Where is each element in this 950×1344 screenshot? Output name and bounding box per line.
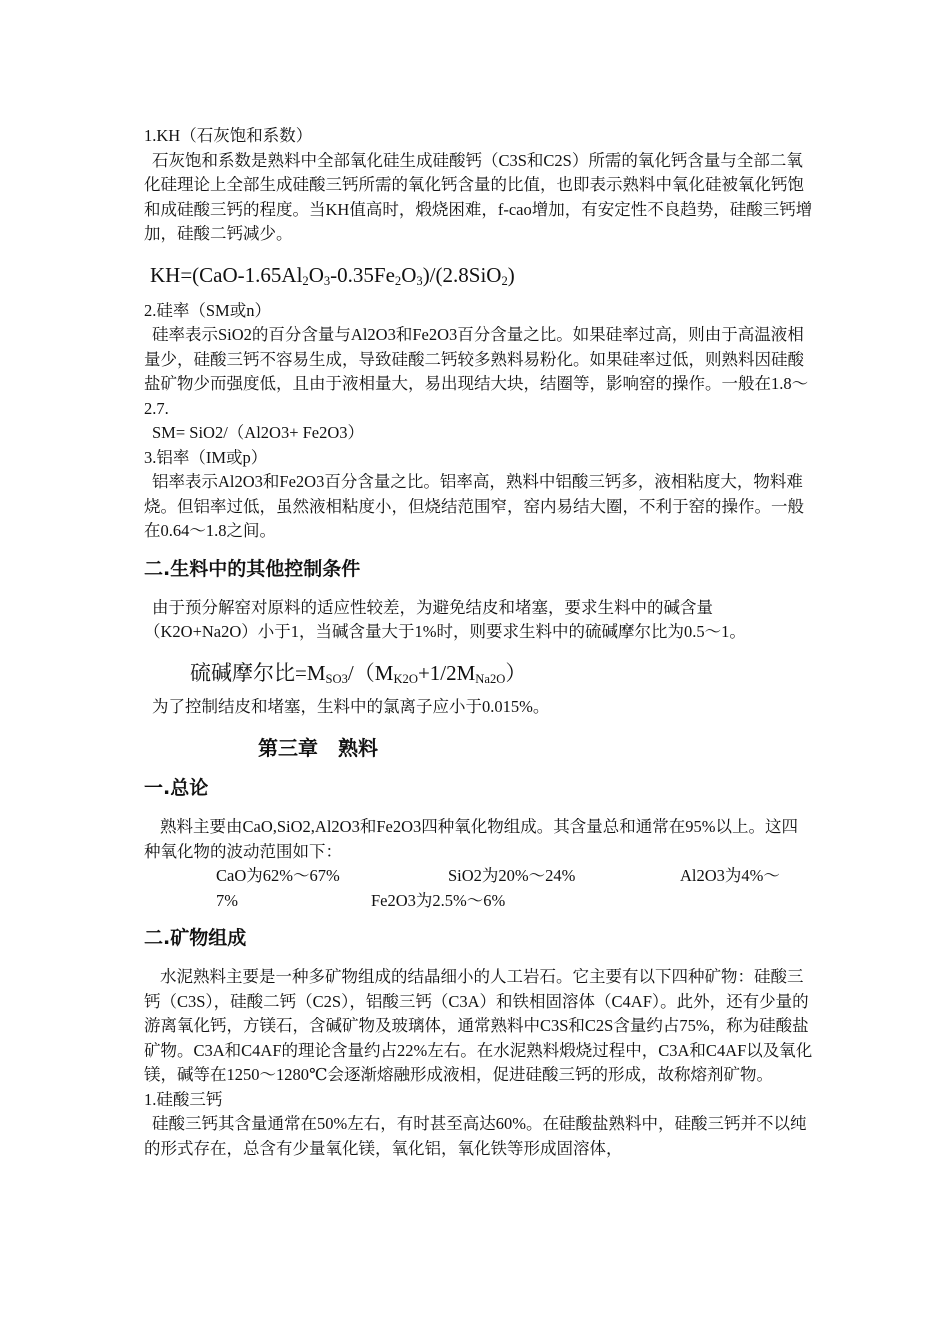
formula-kh-part: )/(2.8SiO: [422, 262, 502, 287]
formula-sa-part: /（M: [347, 660, 394, 685]
paragraph-chloride: 为了控制结皮和堵塞，生料中的氯离子应小于0.015%。: [152, 696, 550, 716]
formula-kh-part: O: [401, 262, 417, 287]
formula-kh-part: O: [308, 262, 324, 287]
formula-sa-part: 硫碱摩尔比=M: [190, 660, 326, 685]
formula-kh-sub: 3: [416, 273, 423, 288]
paragraph-alkali: 由于预分解窑对原料的适应性较差，为避免结皮和堵塞，要求生料中的碱含量（K2O+Na2O）小于1，当碱含量大于1%时，则要求生料中的硫碱摩尔比为0.5～1。: [144, 597, 746, 641]
section-title-im: 3.铝率（IM或p）: [144, 447, 268, 467]
paragraph-kh: 石灰饱和系数是熟料中全部氧化硅生成硅酸钙（C3S和C2S）所需的氧化钙含量与全部二氧化硅理论上全部生成硅酸三钙所需的氧化钙含量的比值，也即表示熟料中氧化硅被氧化钙饱和成硅酸三钙的程度。当KH值高时，煅烧困难，f-cao增加，有安定性不良趋势，硅酸三钙增加，硅酸二钙减少。: [144, 150, 813, 243]
paragraph-minerals: 水泥熟料主要是一种多矿物组成的结晶细小的人工岩石。它主要有以下四种矿物：硅酸三钙（C3S），硅酸二钙（C2S），铝酸三钙（C3A）和铁相固溶体（C4AF）。此外，还有少量的游离氧化钙，方镁石，含碱矿物及玻璃体，通常熟料中C3S和C2S含量约占75%，称为硅酸盐矿物。C3A和C4AF的理论含量约占22%左右。在水泥熟料煅烧过程中，C3A和C4AF以及氧化镁，碱等在1250～1280℃会逐渐熔融形成液相，促进硅酸三钙的形成，故称熔剂矿物。: [144, 967, 813, 1084]
subsection-title-c3s: 1.硅酸三钙: [144, 1089, 223, 1109]
paragraph-overview: 熟料主要由CaO,SiO2,Al2O3和Fe2O3四种氧化物组成。其含量总和通常在95%以上。这四种氧化物的波动范围如下：: [144, 817, 798, 861]
chapter-title: 第三章 熟料: [258, 736, 378, 760]
heading-overview: 一.总论: [144, 777, 209, 799]
formula-kh-part: -0.35Fe: [330, 262, 395, 287]
range-sio2: SiO2为20%～24%: [448, 866, 576, 885]
document-page: [144, 124, 814, 1161]
heading-mineral-composition: 二.矿物组成: [144, 927, 247, 949]
formula-kh-sub: 2: [302, 273, 309, 288]
paragraph-sm: 硅率表示SiO2的百分含量与Al2O3和Fe2O3百分含量之比。如果硅率过高，则由于高温液相量少，硅酸三钙不容易生成，导致硅酸二钙较多熟料易粉化。如果硅率过低，则熟料因硅酸盐矿物少而强度低，且由于液相量大，易出现结大块，结圈等，影响窑的操作。一般在1.8～2.7.: [144, 325, 809, 418]
formula-sa-part: +1/2M: [417, 660, 476, 685]
formula-sa-part: ）: [505, 660, 527, 685]
formula-kh-sub: 2: [394, 273, 402, 288]
paragraph-c3s: 硅酸三钙其含量通常在50%左右，有时甚至高达60%。在硅酸盐熟料中，硅酸三钙并不以纯的形式存在，总含有少量氧化镁，氧化铝，氧化铁等形成固溶体，: [144, 1114, 807, 1158]
formula-sm: SM= SiO2/（Al2O3+ Fe2O3）: [152, 423, 365, 442]
section-title-sm: 2.硅率（SM或n）: [144, 300, 271, 320]
section-title-kh: 1.KH（石灰饱和系数）: [144, 126, 313, 145]
formula-kh-sub: 3: [323, 273, 331, 288]
formula-sulfur-alkali: [190, 659, 814, 687]
range-al2o3: Al2O3为4%～: [680, 866, 780, 885]
formula-kh-part: KH=(CaO-1.65Al: [150, 262, 303, 287]
formula-sa-sub: Na2O: [475, 671, 506, 686]
formula-sa-sub: SO3: [325, 671, 348, 686]
formula-kh: [150, 261, 814, 289]
heading-raw-material-control: 二.生料中的其他控制条件: [144, 557, 361, 580]
formula-kh-sub: 2: [501, 273, 508, 288]
formula-kh-part: ): [507, 262, 515, 287]
range-cao: CaO为62%～67%: [216, 866, 340, 885]
range-fe2o3: Fe2O3为2.5%～6%: [371, 890, 506, 910]
oxide-ranges: [144, 864, 814, 913]
formula-sa-sub: K2O: [393, 671, 418, 686]
paragraph-im: 铝率表示Al2O3和Fe2O3百分含量之比。铝率高，熟料中铝酸三钙多，液相粘度大，物料难烧。但铝率过低，虽然液相粘度小，但烧结范围窄，窑内易结大圈，不利于窑的操作。一般在0.64～1.8之间。: [144, 472, 804, 540]
range-al2o3-cont: 7%: [216, 890, 238, 910]
